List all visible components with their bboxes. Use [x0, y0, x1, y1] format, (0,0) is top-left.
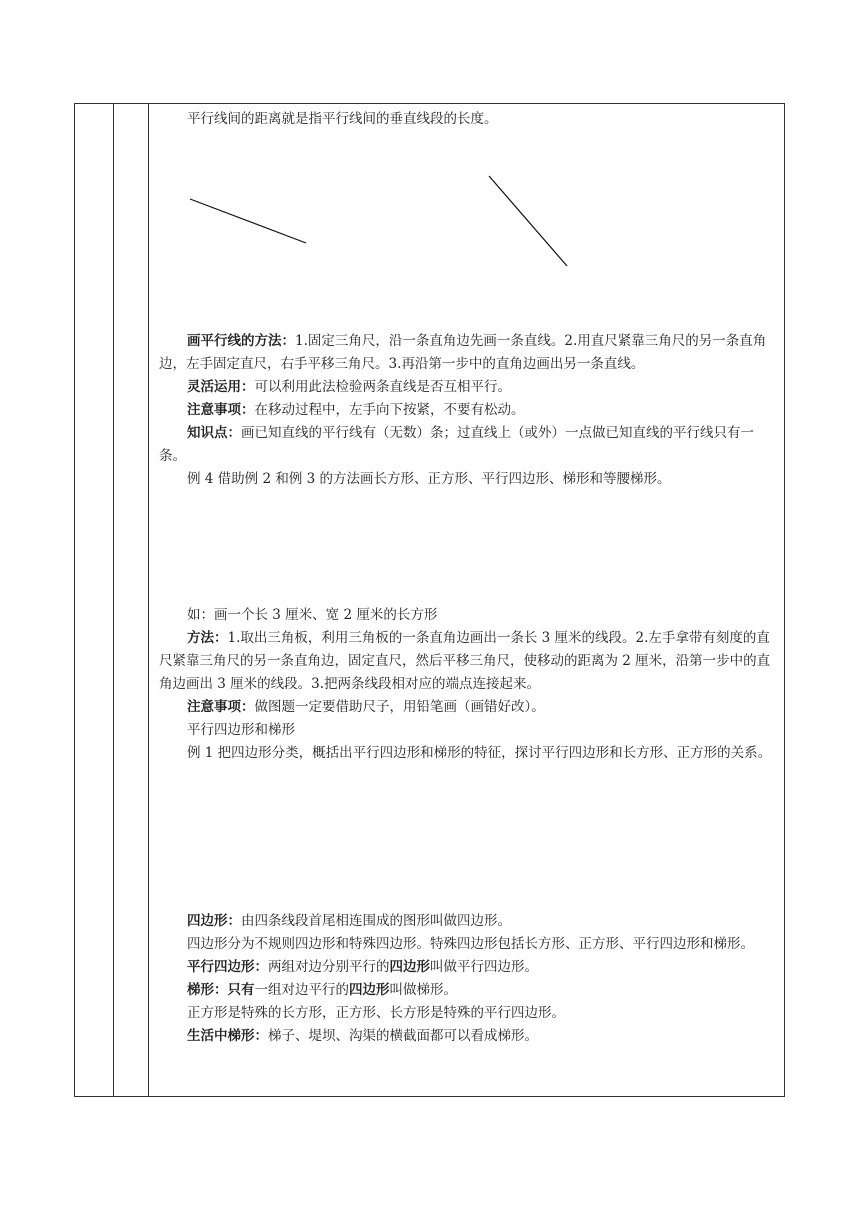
quad-text: 由四条线段首尾相连围成的图形叫做四边形。	[241, 913, 511, 929]
note-label: 注意事项：	[187, 402, 255, 418]
example1-paragraph: 例 1 把四边形分类，概括出平行四边形和梯形的特征，探讨平行四边形和长方形、正方形的关系。	[187, 745, 772, 761]
knowledge-paragraph	[159, 422, 778, 468]
knowledge-text: 画已知直线的平行线有（无数）条；过直线上（或外）一点做已知直线的平行线只有一条。	[159, 425, 754, 464]
content-cell	[149, 104, 784, 1096]
parallelogram-bold: 四边形	[389, 959, 430, 975]
parallelogram-paragraph	[159, 956, 778, 979]
draw-method-paragraph	[159, 330, 778, 376]
method-label: 方法：	[187, 630, 228, 646]
draw-method-label: 画平行线的方法：	[187, 333, 295, 349]
flex-paragraph	[159, 376, 778, 399]
method-paragraph	[159, 627, 778, 696]
note-paragraph	[159, 399, 778, 422]
parallelogram-label: 平行四边形：	[187, 959, 268, 975]
flex-text: 可以利用此法检验两条直线是否互相平行。	[254, 379, 511, 395]
note2-label: 注意事项：	[187, 699, 255, 715]
life-paragraph	[159, 1025, 778, 1048]
trapezoid-paragraph	[159, 979, 778, 1002]
note2-text: 做图题一定要借助尺子，用铅笔画（画错好改）。	[254, 699, 545, 715]
line-segment-2	[489, 176, 567, 266]
trapezoid-text-a: 一组对边平行的	[254, 982, 349, 998]
example4-paragraph: 例 4 借助例 2 和例 3 的方法画长方形、正方形、平行四边形、梯形和等腰梯形。	[187, 471, 671, 487]
column-divider-1	[113, 104, 114, 1096]
draw-method-text: 1.固定三角尺，沿一条直角边先画一条直线。2.用直尺紧靠三角尺的另一条直角边，左手固定直尺，右手平移三角尺。3.再沿第一步中的直角边画出另一条直线。	[159, 333, 767, 372]
flex-label: 灵活运用：	[187, 379, 255, 395]
section-heading: 平行四边形和梯形	[187, 722, 295, 738]
life-label: 生活中梯形：	[187, 1028, 268, 1044]
parallelogram-text-b: 叫做平行四边形。	[430, 959, 538, 975]
trapezoid-bold-b: 四边形	[349, 982, 390, 998]
distance-definition: 平行线间的距离就是指平行线间的垂直线段的长度。	[187, 111, 498, 127]
knowledge-label: 知识点：	[187, 425, 241, 441]
note-text: 在移动过程中，左手向下按紧，不要有松动。	[254, 402, 525, 418]
method-text: 1.取出三角板，利用三角板的一条直角边画出一条长 3 厘米的线段。2.左手拿带有刻度的直尺紧靠三角尺的另一条直角边，固定直尺，然后平移三角尺，使移动的距离为 2 厘米，沿第一步中的直角边画出 3 厘米的线段。3.把两条线段相对应的端点连接起来。	[159, 630, 771, 692]
line-segment-1	[190, 199, 306, 243]
note2-paragraph	[159, 696, 778, 719]
life-text: 梯子、堤坝、沟渠的横截面都可以看成梯形。	[268, 1028, 538, 1044]
lesson-table	[74, 103, 785, 1097]
square-relation-paragraph: 正方形是特殊的长方形，正方形、长方形是特殊的平行四边形。	[187, 1005, 565, 1021]
trapezoid-text-b: 叫做梯形。	[389, 982, 457, 998]
quad-label: 四边形：	[187, 913, 241, 929]
blank-space-2	[159, 765, 778, 910]
trapezoid-label: 梯形：	[187, 982, 228, 998]
rect-example-paragraph: 如：画一个长 3 厘米、宽 2 厘米的长方形	[187, 607, 438, 623]
parallelogram-text-a: 两组对边分别平行的	[268, 959, 390, 975]
line-figure	[159, 131, 789, 330]
quad-types-paragraph: 四边形分为不规则四边形和特殊四边形。特殊四边形包括长方形、正方形、平行四边形和梯形。	[187, 936, 754, 952]
line-figure-area	[159, 131, 778, 330]
trapezoid-bold-a: 只有	[227, 982, 255, 998]
blank-space	[159, 491, 778, 604]
quad-paragraph	[159, 910, 778, 933]
